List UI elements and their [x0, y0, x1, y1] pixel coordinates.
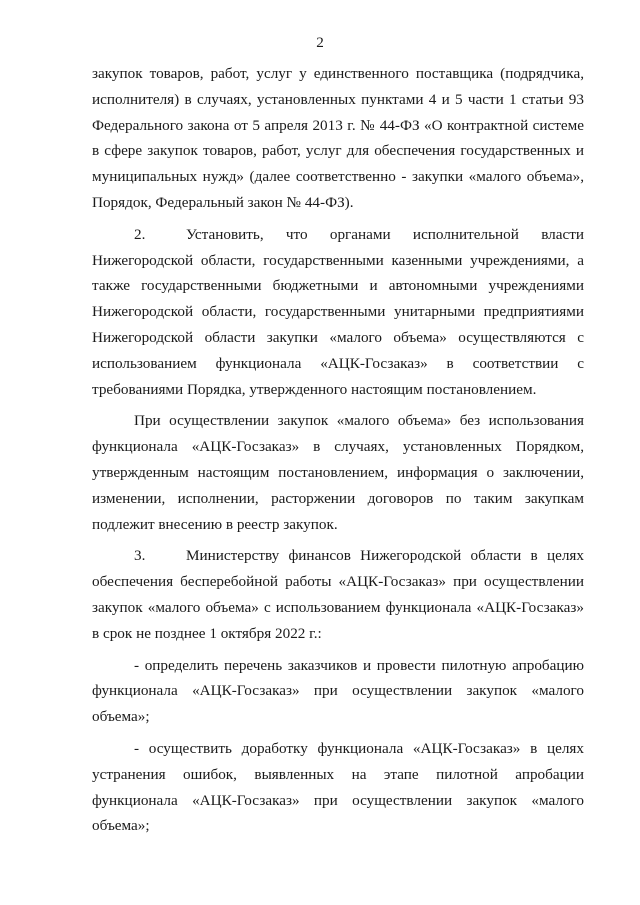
list-item-text: - осуществить доработку функционала «АЦК-Госзаказ» в целях устранения ошибок, выявленных на этапе пилотной апробации функционала «АЦК-Госзаказ» при осуществлении закупок «малого объема»;: [92, 739, 584, 835]
item-number: 3.: [134, 547, 146, 565]
paragraph-item-2: [92, 222, 584, 403]
list-item-pilot-testing: [92, 653, 584, 730]
list-item-functional-improvement: [92, 736, 584, 839]
paragraph-text: Установить, что органами исполнительной власти Нижегородской области, государственными казенными учреждениями, а также государственными бюджетными и автономными учреждениями Нижегородской области, государственными унитарными предприятиями Нижегородской области закупки «малого объема» осуществляются с использованием функционала «АЦК-Госзаказ» в соответствии с требованиями Порядка, утвержденного настоящим постановлением.: [92, 225, 584, 398]
paragraph-without-functional: [92, 408, 584, 537]
paragraph-procedure-definition: [92, 61, 584, 216]
paragraph-text: закупок товаров, работ, услуг у единственного поставщика (подрядчика, исполнителя) в случаях, установленных пунктами 4 и 5 части 1 статьи 93 Федерального закона от 5 апреля 2013 г. № 44-ФЗ «О контрактной системе в сфере закупок товаров, работ, услуг для обеспечения государственных и муниципальных нужд» (далее соответственно - закупки «малого объема», Порядок, Федеральный закон № 44-ФЗ).: [92, 65, 584, 211]
page-number: 2: [316, 34, 324, 51]
paragraph-text: При осуществлении закупок «малого объема» без использования функционала «АЦК-Госзаказ» в случаях, установленных Порядком, утвержденным настоящим постановлением, информация о заключении, изменении, исполнении, расторжении договоров по таким закупкам подлежит внесению в реестр закупок.: [92, 412, 584, 533]
list-item-text: - определить перечень заказчиков и провести пилотную апробацию функционала «АЦК-Госзаказ» при осуществлении закупок «малого объема»;: [92, 656, 584, 726]
item-number: 2.: [134, 225, 146, 243]
paragraph-text: Министерству финансов Нижегородской области в целях обеспечения бесперебойной работы «АЦК-Госзаказ» при осуществлении закупок «малого объема» с использованием функционала «АЦК-Госзаказ» в срок не позднее 1 октября 2022 г.:: [92, 547, 584, 642]
paragraph-item-3: [92, 543, 584, 646]
document-body: [92, 61, 584, 839]
